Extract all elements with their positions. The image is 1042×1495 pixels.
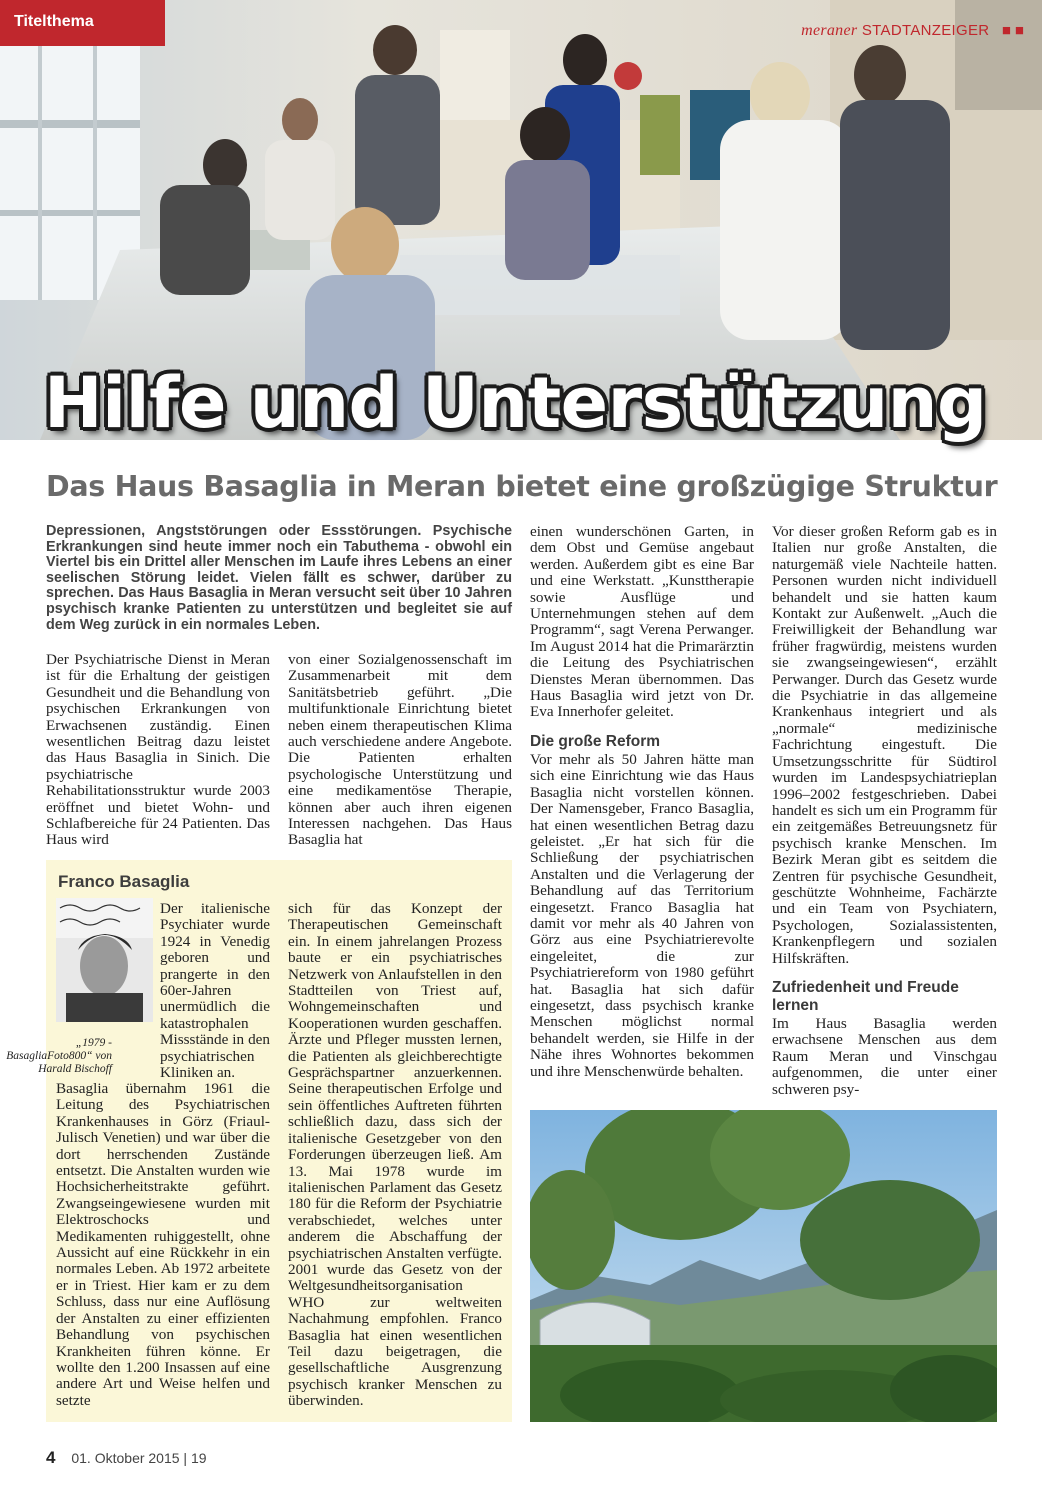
info-box-column-1-top: Der italienische Psychiater wurde 1924 in Venedig geboren und prangerte in den 60er-Jahren unermüdlich die katastrophalen Missstände in den psychiatrischen Kliniken an. [160, 900, 270, 1082]
portrait-illustration [56, 898, 153, 1022]
masthead-logo [801, 22, 1028, 40]
body-paragraph: Im Haus Basaglia werden erwachsene Menschen aus dem Raum Meran und Vinschgau aufgenommen, die unter einer schweren psy- [772, 1014, 997, 1098]
page-footer [46, 1448, 207, 1468]
info-box-franco-basaglia [46, 860, 512, 1422]
info-box-column-1: Basaglia übernahm 1961 die Leitung des Psychiatrischen Krankenhauses in Görz (Friaul-Julisch Venetien) und war über die dort herrschenden Zustände entsetzt. Die Anstalten wurden wie Hochsicherheitstrakte geführt. Zwangseingewiesene wurden mit Elektroschocks und Medikamenten ruhiggestellt, ohne Aussicht auf eine Rückkehr in ein normales Leben. Ab 1972 arbeitete er in Triest. Hier kam er zu dem Schluss, dass nur eine Auflösung der Anstalten zu einer effizienten Behandlung von psychischen Krankheiten führen könne. Er wollte den 1.200 Insassen auf eine andere Art und Weise helfen und setzte [56, 1080, 270, 1409]
body-column-3 [530, 524, 754, 1080]
brand-script: meraner [801, 22, 858, 39]
body-paragraph: einen wunderschönen Garten, in dem Obst und Gemüse angebaut werden. Außerdem gibt es eine Bar und eine Werkstatt. „Kunsttherapie sowie Ausflüge und Unternehmungen stehen auf dem Programm“, sagt Verena Perwanger. Im August 2014 hat die Primarärztin die Leitung des Psychiatrischen Dienstes Meran übernommen. Das Haus Basaglia wird jetzt von Dr. Eva Innerhofer geleitet. [530, 523, 754, 721]
info-box-title: Franco Basaglia [58, 872, 190, 891]
section-heading-zufriedenheit: Zufriedenheit und Freude lernen [772, 978, 959, 1014]
article-subheadline: Das Haus Basaglia in Meran bietet eine großzügige Struktur [46, 470, 998, 503]
section-heading-reform: Die große Reform [530, 732, 661, 750]
body-column-4 [772, 524, 997, 1098]
brand-name: STADTANZEIGER [861, 22, 990, 39]
body-column-2 [288, 652, 512, 849]
issue-date: 01. Oktober 2015 | 19 [71, 1450, 207, 1466]
body-paragraph: von einer Sozialgenossenschaft im Zusammenarbeit mit dem Sanitätsbetrieb geführt. „Die multifunktionale Einrichtung bietet neben einem therapeutischen Klima auch verschiedene andere Angebote. Die Patienten erhalten psychologische Unterstützung und eine medikamentöse Therapie, können aber auch ihren eigenen Interessen nachgehen. Das Haus Basaglia hat [288, 651, 512, 849]
portrait-caption: „1979 - BasagliaFoto800“ von Harald Bischoff [6, 1037, 112, 1075]
hero-title: Hilfe und Unterstützung [44, 362, 987, 444]
body-paragraph: Der Psychiatrische Dienst in Meran ist für die Erhaltung der geistigen Gesundheit und die Behandlung von psychischen Erkrankungen von Erwachsenen zuständig. Einen wesentlichen Beitrag dazu leistet das Haus Basaglia in Sinich. Die psychiatrische Rehabilitationsstruktur wurde 2003 eröffnet und bietet Wohn- und Schlafbereiche für 24 Patienten. Das Haus wird [46, 651, 270, 849]
body-column-1 [46, 652, 270, 849]
info-box-column-2: sich für das Konzept der Therapeutischen Gemeinschaft ein. In einem jahrelangen Prozess baute er ein psychiatrisches Netzwerk von Anlaufstellen in den Stadtteilen von Triest auf, Wohngemeinschaften und Kooperationen wurden geschaffen. Ärzte und Pfleger mussten lernen, die Patienten als gleichberechtigte Gesprächspartner anzuerkennen. Seine therapeutischen Erfolge und sein öffentliches Auftreten führten schließlich dazu, dass sich der italienische Gesetzgeber von den Forderungen überzeugen ließ. Am 13. Mai 1978 wurde im italienischen Parlament das Gesetz 180 für die Reform der Psychiatrie verabschiedet, welches unter anderem die Abschaffung der psychiatrischen Anstalten verfügte. 2001 wurde das Gesetz von der Weltgesundheitsorganisation WHO zur weltweiten Nachahmung empfohlen. Franco Basaglia hat einen wesentlichen Teil dazu beigetragen, die gesellschaftliche Ausgrenzung psychisch kranker Menschen zu überwinden. [288, 900, 502, 1410]
body-paragraph: Vor mehr als 50 Jahren hätte man sich eine Einrichtung wie das Haus Basaglia nicht vorstellen können. Der Namensgeber, Franco Basaglia, hat einen wesentlichen Betrag dazu geleistet. „Er hat sich für die Schließung der psychiatrischen Anstalten und die Verlagerung der Behandlung auf das Territorium eingesetzt. Franco Basaglia hat damit vor mehr als 40 Jahren von Görz aus eine Psychiatrierevolte eingeleitet, die zur Psychiatriereform von 1980 geführt hat. Basaglia hat sich dafür eingesetzt, dass psychisch kranke Menschen möglichst normal behandelt werden, sie Hilfe in der Nähe ihres Wohnortes bekommen und ihre Menschenwürde behalten. [530, 750, 754, 1080]
garden-illustration [530, 1110, 997, 1422]
brand-dots: ■■ [1001, 22, 1028, 39]
body-paragraph: Vor dieser großen Reform gab es in Italien nur große Anstalten, die naturgemäß viele Nachteile hatten. Personen wurden nicht individuell behandelt und sie hatten kaum Kontakt zur Außenwelt. „Auch die Freiwilligkeit der Behandlung war früher fragwürdig, meistens wurden sie zwangseingewiesen“, erzählt Perwanger. Durch das Gesetz wurde die Psychiatrie in das allgemeine Krankenhaus integriert und als „normale“ medizinische Fachrichtung eingestuft. Die Umsetzungsschritte für Südtirol wurden im Landespsychiatrieplan 1996–2002 festgeschrieben. Dabei handelt es sich um ein Programm für ein zeitgemäßes Betreuungsnetz für psychisch kranke Menschen. Im Bezirk Meran gibt es seitdem die Zentren für psychische Gesundheit, geschützte Wohnheime, Fachärzte und ein Team von Psychiatern, Psychologen, Sozialassistenten, Krankenpflegern und sozialen Hilfskräften. [772, 523, 997, 967]
garden-photo [530, 1110, 997, 1422]
page-number: 4 [46, 1448, 56, 1467]
section-tag: Titelthema [0, 0, 165, 46]
portrait-photo [56, 898, 153, 1022]
article-lead: Depressionen, Angststörungen oder Essstörungen. Psychische Erkrankungen sind heute immer noch ein Tabuthema - obwohl ein Viertel bis ein Drittel aller Menschen im Laufe ihres Lebens an einer seelischen Störung leidet. Vielen fällt es schwer, darüber zu sprechen. Das Haus Basaglia in Meran versucht seit über 10 Jahren psychisch kranke Patienten zu unterstützen und begleitet sie auf dem Weg zurück in ein normales Leben. [46, 523, 512, 633]
